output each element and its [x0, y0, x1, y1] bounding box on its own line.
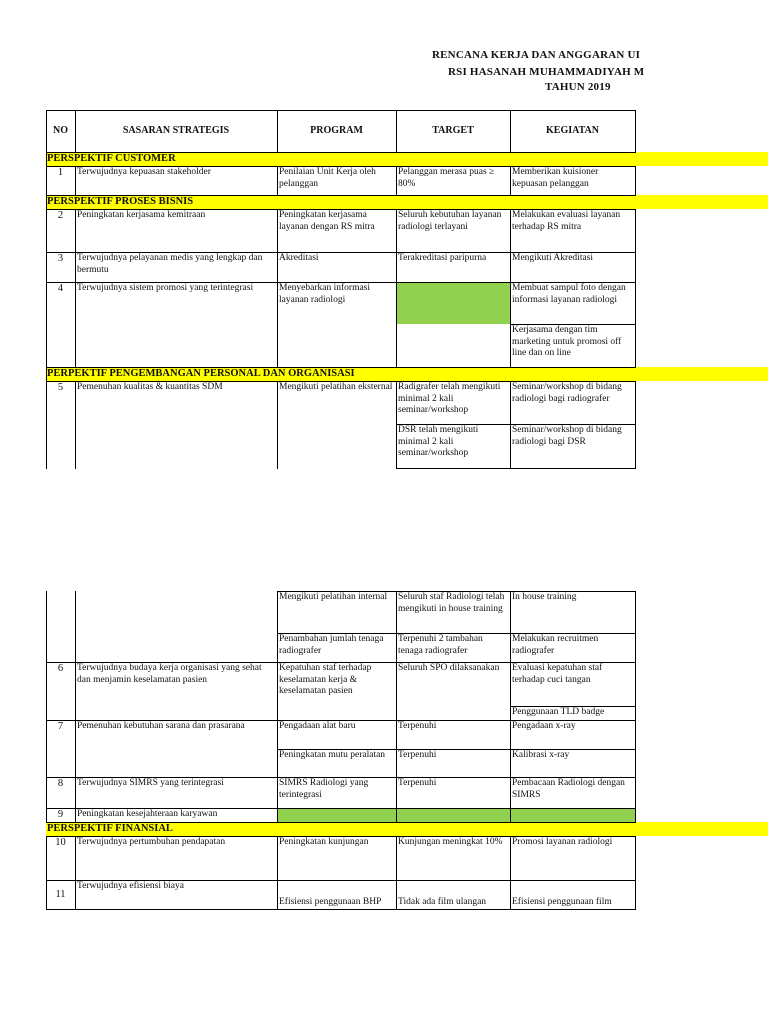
row-program: Peningkatan kerjasama layanan dengan RS mitra [279, 210, 375, 232]
grid-line [635, 209, 636, 367]
row-no: 6 [57, 663, 64, 674]
grid-line [277, 591, 636, 592]
row-target: Terpenuhi [398, 750, 437, 760]
row-program: Penilaian Unit Kerja oleh pelanggan [279, 167, 376, 189]
row-kegiatan: Evaluasi kepatuhan staf terhadap cuci tangan [512, 663, 603, 685]
header-kegiatan: KEGIATAN [546, 125, 599, 137]
row-kegiatan: Melakukan evaluasi layanan terhadap RS mitra [512, 210, 621, 232]
grid-line [510, 324, 636, 325]
row-kegiatan: Mengikuti Akreditasi [512, 253, 594, 263]
header-target: TARGET [432, 125, 474, 137]
grid-line [396, 424, 636, 425]
grid-line [46, 836, 47, 910]
grid-line [46, 909, 636, 910]
grid-line [396, 381, 397, 469]
section-bisnis: PERSPEKTIF PROSES BISNIS [46, 195, 768, 209]
grid-line [46, 836, 636, 837]
grid-line [75, 166, 76, 195]
row-target: Terpenuhi [398, 778, 437, 788]
grid-line [396, 209, 397, 367]
grid-line [277, 166, 278, 195]
row-kegiatan: Pembacaan Radiologi dengan SIMRS [512, 778, 625, 800]
row-target: Radigrafer telah mengikuti minimal 2 kali seminar/workshop [398, 382, 501, 415]
grid-line [46, 367, 636, 368]
row-target: Tidak ada film ulangan [398, 897, 487, 907]
row-kegiatan: In house training [512, 592, 577, 602]
section-finansial: PERSPEKTIF FINANSIAL [46, 822, 768, 836]
row-no: 2 [57, 210, 64, 221]
grid-line [46, 209, 636, 210]
row-no: 8 [57, 778, 64, 789]
target-fill-row4 [397, 282, 510, 324]
row-program: SIMRS Radiologi yang terintegrasi [279, 778, 369, 800]
row-no: 10 [55, 837, 66, 848]
row-kegiatan: Seminar/workshop di bidang radiologi bagi DSR [512, 425, 622, 447]
row-kegiatan: Memberikan kuisioner kepuasan pelanggan [512, 167, 599, 189]
report-year: TAHUN 2019 [545, 81, 611, 93]
row-program: Mengikuti pelatihan eksternal [279, 382, 393, 392]
row-program: Menyebarkan informasi layanan radiologi [279, 283, 371, 305]
row-kegiatan: Promosi layanan radiologi [512, 837, 613, 847]
grid-line [510, 110, 511, 152]
grid-line [510, 836, 511, 910]
grid-line [510, 166, 511, 195]
grid-line [635, 166, 636, 195]
row-program: Kepatuhan staf terhadap keselamatan kerja & keselamatan pasien [279, 663, 372, 696]
grid-line [396, 468, 636, 469]
grid-line [75, 836, 76, 910]
grid-line [635, 110, 636, 152]
report-title: RENCANA KERJA DAN ANGGARAN UI [432, 49, 641, 61]
row-program: Peningkatan kunjungan [279, 837, 369, 847]
grid-line [396, 836, 397, 910]
row-program: Akreditasi [279, 253, 319, 263]
grid-line [46, 808, 636, 809]
row-no: 4 [57, 283, 64, 294]
grid-line [277, 381, 278, 469]
row-sasaran: Terwujudnya sistem promosi yang terintegrasi [77, 283, 254, 293]
grid-line [510, 706, 636, 707]
row-sasaran: Pemenuhan kebutuhan sarana dan prasarana [77, 721, 245, 731]
row-target: Terpenuhi 2 tambahan tenaga radiografer [398, 634, 483, 656]
grid-line [277, 591, 278, 822]
row-sasaran: Terwujudnya SIMRS yang terintegrasi [77, 778, 224, 788]
row-sasaran: Terwujudnya pertumbuhan pendapatan [77, 837, 226, 847]
row-target: Seluruh kebutuhan layanan radiologi terlayani [398, 210, 502, 232]
row-program: Mengikuti pelatihan internal [279, 592, 388, 602]
row-sasaran: Terwujudnya efisiensi biaya [77, 881, 184, 891]
row-sasaran: Peningkatan kesejahteraan karyawan [77, 809, 218, 819]
row-program: Penambahan jumlah tenaga radiografer [279, 634, 384, 656]
row-kegiatan: Efisiensi penggunaan film [512, 897, 612, 907]
row-target: Terakreditasi paripurna [398, 253, 487, 263]
grid-line [510, 381, 511, 469]
grid-line [635, 836, 636, 910]
grid-line [277, 749, 636, 750]
header-no: NO [53, 125, 68, 137]
grid-line [46, 110, 636, 111]
row-kegiatan: Kerjasama dengan tim marketing untuk promosi off line dan on line [512, 325, 622, 358]
row-kegiatan: Melakukan recruitmen radiografer [512, 634, 599, 656]
grid-line [277, 209, 278, 367]
grid-line [510, 209, 511, 367]
row-no: 7 [57, 721, 64, 732]
grid-line [46, 152, 636, 153]
row-target: Terpenuhi [398, 721, 437, 731]
grid-line [46, 880, 636, 881]
row-target: Kunjungan meningkat 10% [398, 837, 503, 847]
row-kegiatan: Penggunaan TLD badge [512, 707, 605, 717]
row-kegiatan: Pengadaan x-ray [512, 721, 576, 731]
grid-line [396, 591, 397, 822]
grid-line [75, 591, 76, 822]
row-sasaran: Terwujudnya budaya kerja organisasi yang sehat dan menjamin keselamatan pasien [77, 663, 262, 685]
grid-line [46, 195, 636, 196]
grid-line [46, 166, 636, 167]
row-target: Seluruh SPO dilaksanakan [398, 663, 500, 673]
row-no: 9 [57, 809, 64, 820]
grid-line [46, 720, 636, 721]
grid-line [277, 110, 278, 152]
row-sasaran: Pemenuhan kualitas & kuantitas SDM [77, 382, 223, 392]
grid-line [75, 209, 76, 367]
grid-line [277, 633, 636, 634]
grid-line [46, 822, 636, 823]
row-sasaran: Terwujudnya kepuasan stakeholder [77, 167, 211, 177]
grid-line [46, 662, 636, 663]
row-sasaran: Terwujudnya pelayanan medis yang lengkap dan bermutu [77, 253, 263, 275]
grid-line [46, 110, 47, 469]
grid-line [396, 166, 397, 195]
row-no: 1 [57, 167, 64, 178]
row-no: 3 [57, 253, 64, 264]
row9-fill [278, 808, 635, 822]
grid-line [46, 282, 636, 283]
report-subtitle: RSI HASANAH MUHAMMADIYAH M [448, 66, 645, 78]
row-kegiatan: Membuat sampul foto dengan informasi layanan radiologi [512, 283, 626, 305]
row-kegiatan: Seminar/workshop di bidang radiologi bagi radiografer [512, 382, 622, 404]
row-program: Peningkatan mutu peralatan [279, 750, 386, 760]
row-program: Efisiensi penggunaan BHP [279, 897, 382, 907]
row-kegiatan: Kalibrasi x-ray [512, 750, 570, 760]
row-target: Seluruh staf Radiologi telah mengikuti in house training [398, 592, 505, 614]
section-pengembangan: PERPEKTIF PENGEMBANGAN PERSONAL DAN ORGANISASI [46, 367, 768, 381]
grid-line [277, 836, 278, 910]
row-target: Pelanggan merasa puas ≥ 80% [398, 167, 495, 189]
grid-line [46, 252, 636, 253]
grid-line [635, 381, 636, 469]
row-sasaran: Peningkatan kerjasama kemitraan [77, 210, 206, 220]
grid-line [46, 381, 636, 382]
header-sasaran: SASARAN STRATEGIS [122, 125, 230, 137]
row-no: 5 [57, 382, 64, 393]
grid-line [46, 777, 636, 778]
grid-line [75, 110, 76, 152]
grid-line [46, 591, 47, 822]
grid-line [396, 110, 397, 152]
row-program: Pengadaan alat baru [279, 721, 356, 731]
grid-line [75, 381, 76, 469]
header-program: PROGRAM [310, 125, 363, 137]
row-no: 11 [55, 889, 66, 900]
section-customer: PERSPEKTIF CUSTOMER [46, 152, 768, 166]
row-target: DSR telah mengikuti minimal 2 kali seminar/workshop [398, 425, 479, 458]
